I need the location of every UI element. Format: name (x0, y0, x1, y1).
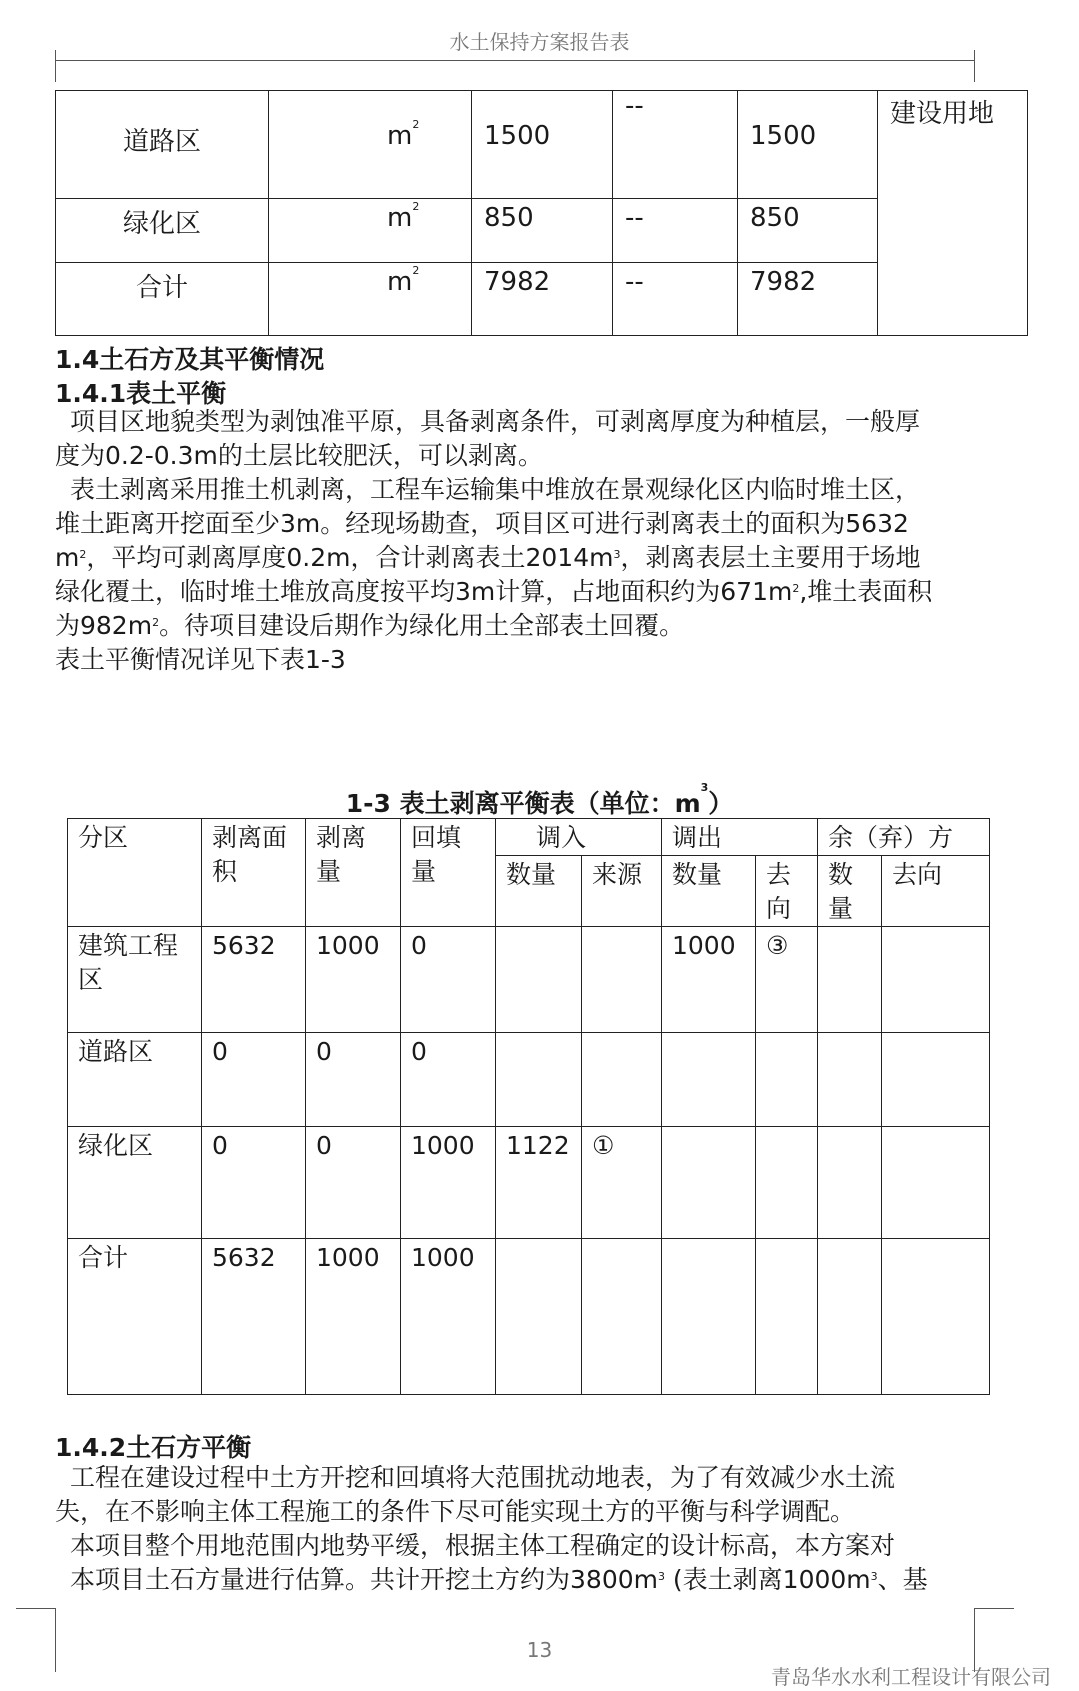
paragraph-line: 本项目整个用地范围内地势平缓，根据主体工程确定的设计标高，本方案对 (70, 1531, 896, 1560)
paragraph-line: 度为0.2-0.3m的土层比较肥沃，可以剥离。 (55, 441, 543, 470)
table-cell (818, 1033, 882, 1127)
superscript: 2 (152, 616, 160, 629)
zone-cell (68, 1239, 202, 1395)
header-text: 剥离面 (212, 823, 288, 852)
text-span: 本项目土石方量进行估算。共计开挖土方约为3800m (70, 1565, 658, 1594)
header-text: 数 (828, 860, 854, 889)
header-in-qty: 数量 (496, 856, 582, 927)
header-fill (401, 819, 496, 927)
table-cell (582, 1239, 662, 1395)
table-cell: 0 (202, 1127, 306, 1239)
header-text: 剥离 (316, 823, 367, 852)
table-cell: ③ (756, 927, 818, 1033)
table-row (68, 1127, 990, 1239)
paragraph-line: 表土平衡情况详见下表1-3 (55, 645, 346, 674)
text-span: ，剥离表层土主要用于场地 (620, 543, 921, 572)
header-out-qty: 数量 (662, 856, 756, 927)
table-cell (882, 927, 990, 1033)
table-cell (582, 1033, 662, 1127)
footer-corner-right-h (974, 1608, 1014, 1609)
table-cell: 0 (401, 1033, 496, 1127)
value-cell: -- (613, 263, 738, 336)
table-cell (882, 1239, 990, 1395)
page-header-title: 水土保持方案报告表 (449, 30, 630, 54)
table-cell (662, 1127, 756, 1239)
text-span: 。待项目建设后期作为绿化用土全部表土回覆。 (159, 611, 685, 640)
table-cell: 1000 (401, 1127, 496, 1239)
value-cell: -- (613, 199, 738, 263)
text-span: 、基 (877, 1565, 928, 1594)
table-cell (662, 1033, 756, 1127)
section-heading: 1.4土石方及其平衡情况 (55, 345, 325, 374)
superscript: 3 (700, 781, 709, 794)
header-text: 量 (316, 857, 342, 886)
value-cell: -- (613, 91, 738, 199)
header-transfer-in: 调入 (496, 819, 662, 856)
header-waste: 余（弃）方 (818, 819, 990, 856)
table-cell (496, 927, 582, 1033)
table-cell (882, 1033, 990, 1127)
page-number: 13 (526, 1638, 553, 1662)
table-cell (818, 1239, 882, 1395)
unit-text: m (387, 121, 413, 151)
text-span: m (55, 543, 80, 572)
cell-text: 道路区 (78, 1037, 154, 1066)
text-span: ,堆土表面积 (799, 577, 933, 606)
cell-text: 建筑工程 (78, 931, 179, 960)
value-cell: 7982 (472, 263, 613, 336)
unit-text: m (387, 267, 413, 297)
table-cell (582, 927, 662, 1033)
unit-sup: 2 (412, 264, 420, 277)
table-cell: 1122 (496, 1127, 582, 1239)
superscript: 3 (613, 548, 621, 561)
land-use-table (55, 90, 1028, 336)
table-cell: 0 (202, 1033, 306, 1127)
unit-cell (269, 199, 472, 263)
value-cell: 850 (472, 199, 613, 263)
header-text: 去 (766, 860, 792, 889)
table-cell: 0 (401, 927, 496, 1033)
table-cell: 5632 (202, 927, 306, 1033)
unit-sup: 2 (412, 200, 420, 213)
header-rule (55, 60, 975, 61)
table-caption (0, 781, 1079, 820)
text-span: ，平均可剥离厚度0.2m，合计剥离表土2014m (86, 543, 614, 572)
table-row (68, 1033, 990, 1127)
land-type-cell: 建设用地 (878, 91, 1028, 336)
subsection-heading: 1.4.2土石方平衡 (55, 1433, 252, 1462)
value-cell: 1500 (738, 91, 878, 199)
paragraph-line (70, 1563, 928, 1597)
text-span: 为982m (55, 611, 153, 640)
cell-text: 合计 (78, 1243, 129, 1272)
header-rule-tick-left (55, 50, 56, 82)
paragraph-line (55, 541, 920, 575)
cell-text: 区 (78, 965, 104, 994)
table-cell: 1000 (662, 927, 756, 1033)
paragraph-line: 堆土距离开挖面至少3m。经现场勘查，项目区可进行剥离表土的面积为5632 (55, 509, 909, 538)
table-cell (882, 1127, 990, 1239)
paragraph-line (55, 609, 684, 643)
table-row (68, 927, 990, 1033)
unit-cell (269, 263, 472, 336)
paragraph-line: 工程在建设过程中土方开挖和回填将大范围扰动地表，为了有效减少水土流 (70, 1463, 896, 1492)
text-span: 绿化覆土，临时堆土堆放高度按平均3m计算，占地面积约为671m (55, 577, 793, 606)
unit-sup: 2 (412, 118, 420, 131)
superscript: 2 (79, 548, 87, 561)
unit-cell (269, 91, 472, 199)
table-header-row (68, 819, 990, 856)
table-row (56, 91, 1028, 199)
value-cell: 1500 (472, 91, 613, 199)
table-cell: 0 (306, 1127, 401, 1239)
header-text: 回填 (411, 823, 462, 852)
header-in-source: 来源 (582, 856, 662, 927)
superscript: 3 (657, 1570, 665, 1583)
header-text: 向 (766, 894, 792, 923)
value-cell: 850 (738, 199, 878, 263)
table-cell: 1000 (306, 1239, 401, 1395)
value-cell: 7982 (738, 263, 878, 336)
table-cell: 1000 (306, 927, 401, 1033)
unit-text: m (387, 203, 413, 233)
topsoil-balance-table (67, 818, 990, 1395)
footer-corner-left-h (16, 1608, 56, 1609)
table-cell (756, 1033, 818, 1127)
text-span: (表土剥离1000m (664, 1565, 871, 1594)
table-row (68, 1239, 990, 1395)
header-waste-qty (818, 856, 882, 927)
cell-text: 绿化区 (78, 1131, 154, 1160)
header-text: 量 (828, 894, 854, 923)
area-cell: 道路区 (56, 91, 269, 199)
paragraph-line: 表土剥离采用推土机剥离，工程车运输集中堆放在景观绿化区内临时堆土区， (70, 475, 921, 504)
header-strip-volume (306, 819, 401, 927)
table-cell: 0 (306, 1033, 401, 1127)
area-cell: 绿化区 (56, 199, 269, 263)
superscript: 3 (870, 1570, 878, 1583)
zone-cell (68, 1127, 202, 1239)
zone-cell (68, 1033, 202, 1127)
table-cell (662, 1239, 756, 1395)
company-name: 青岛华水水利工程设计有限公司 (771, 1665, 1051, 1689)
table-cell (496, 1239, 582, 1395)
zone-cell (68, 927, 202, 1033)
table-cell: 5632 (202, 1239, 306, 1395)
caption-text: ） (708, 789, 734, 818)
table-cell (818, 1127, 882, 1239)
header-transfer-out: 调出 (662, 819, 818, 856)
table-cell (756, 1127, 818, 1239)
header-out-dest (756, 856, 818, 927)
header-waste-dest: 去向 (882, 856, 990, 927)
header-text: 量 (411, 857, 437, 886)
header-text: 积 (212, 857, 238, 886)
header-zone: 分区 (68, 819, 202, 927)
header-rule-tick-right (974, 50, 975, 82)
header-strip-area (202, 819, 306, 927)
area-cell: 合计 (56, 263, 269, 336)
table-cell: 1000 (401, 1239, 496, 1395)
caption-text: 1-3 表土剥离平衡表（单位：m (345, 789, 701, 818)
table-cell (756, 1239, 818, 1395)
subsection-heading: 1.4.1表土平衡 (55, 379, 227, 408)
paragraph-line: 项目区地貌类型为剥蚀准平原，具备剥离条件，可剥离厚度为种植层，一般厚 (70, 407, 921, 436)
table-cell (818, 927, 882, 1033)
superscript: 2 (792, 582, 800, 595)
paragraph-line (55, 575, 932, 609)
table-cell (496, 1033, 582, 1127)
table-cell: ① (582, 1127, 662, 1239)
paragraph-line: 失，在不影响主体工程施工的条件下尽可能实现土方的平衡与科学调配。 (55, 1497, 856, 1526)
